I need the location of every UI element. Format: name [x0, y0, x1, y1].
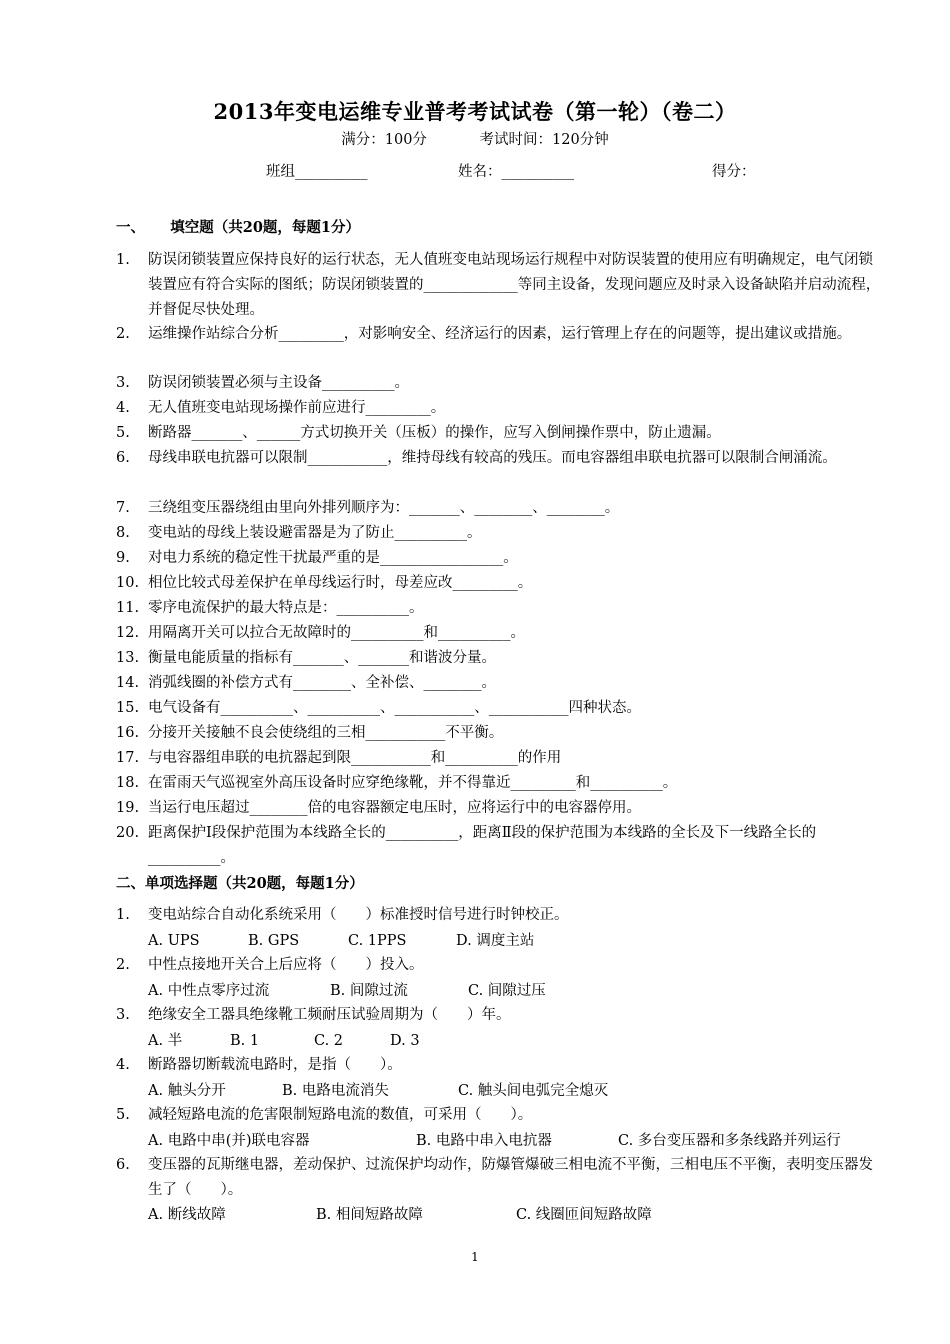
option: B. 相间短路故障: [316, 1207, 423, 1223]
question: 16. 分接开关接触不良会使绕组的三相___________不平衡。: [116, 725, 504, 741]
answer-options: [148, 1203, 652, 1224]
question: 8. 变电站的母线上装设避雷器是为了防止__________。: [116, 525, 482, 541]
option: D. 3: [390, 1033, 420, 1049]
score-field: 得分：: [712, 164, 756, 180]
exam-meta: [0, 128, 950, 149]
option: A. 断线故障: [148, 1207, 226, 1223]
full-score: 满分：100分: [341, 132, 427, 148]
question: 13. 衡量电能质量的指标有_______、_______和谐波分量。: [116, 650, 496, 666]
question: 6. 母线串联电抗器可以限制___________，维持母线有较高的残压。而电容器组串联电抗器可以限制合闸涌流。: [116, 450, 837, 466]
question: 6. 变压器的瓦斯继电器，差动保护、过流保护均动作，防爆管爆破三相电流不平衡，三相电压不平衡，表明变压器发生了（ ）。: [116, 1157, 873, 1198]
option: C. 触头间电弧完全熄灭: [458, 1083, 609, 1099]
question: 7. 三绕组变压器绕组由里向外排列顺序为：_______、________、________。: [116, 500, 620, 516]
option: A. 半: [148, 1033, 183, 1049]
option: A. 触头分开: [148, 1083, 226, 1099]
answer-options: [148, 1129, 841, 1150]
question: 15. 电气设备有__________、__________、___________、___________四种状态。: [116, 700, 641, 716]
question: 9. 对电力系统的稳定性干扰最严重的是_________________。: [116, 550, 518, 566]
question: 14. 消弧线圈的补偿方式有________、全补偿、________。: [116, 675, 496, 691]
option: D. 调度主站: [456, 933, 535, 949]
question: 11. 零序电流保护的最大特点是：__________。: [116, 600, 424, 616]
option: B. GPS: [248, 933, 300, 949]
option: B. 电路电流消失: [282, 1083, 389, 1099]
question: 2. 中性点接地开关合上后应将（ ）投入。: [116, 957, 424, 973]
question: 19. 当运行电压超过________倍的电容器额定电压时，应将运行中的电容器停用。: [116, 800, 641, 816]
option: C. 多台变压器和多条线路并列运行: [618, 1133, 841, 1149]
question: 18. 在雷雨天气巡视室外高压设备时应穿绝缘靴，并不得靠近_________和__________。: [116, 775, 678, 791]
question: 3. 防误闭锁装置必须与主设备__________。: [116, 375, 409, 391]
question: 10. 相位比较式母差保护在单母线运行时，母差应改_________。: [116, 575, 533, 591]
option: A. 电路中串(并)联电容器: [148, 1133, 310, 1149]
answer-options: [148, 1079, 608, 1100]
question: 17. 与电容器组串联的电抗器起到限___________和__________的作用: [116, 750, 562, 766]
question: 3. 绝缘安全工器具绝缘靴工频耐压试验周期为（ ）年。: [116, 1007, 511, 1023]
question: 5. 减轻短路电流的危害限制短路电流的数值，可采用（ ）。: [116, 1107, 533, 1123]
answer-options: [148, 1029, 420, 1050]
question: 1. 变电站综合自动化系统采用（ ）标准授时信号进行时钟校正。: [116, 907, 569, 923]
option: B. 1: [230, 1033, 260, 1049]
question: 4. 断路器切断载流电路时，是指（ ）。: [116, 1057, 402, 1073]
section-heading-fill-blank: 一、 填空题（共20题，每题1分）: [116, 219, 361, 236]
question: 1. 防误闭锁装置应保持良好的运行状态，无人值班变电站现场运行规程中对防误装置的使用应有明确规定，电气闭锁装置应有符合实际的图纸；防误闭锁装置的_____________等同主设备，发现问题应及时录入设备缺陷并启动流程，并督促尽快处理。: [116, 252, 881, 318]
page-title: 2013年变电运维专业普考考试试卷（第一轮）（卷二）: [213, 99, 737, 124]
option: B. 电路中串入电抗器: [416, 1133, 552, 1149]
option: C. 1PPS: [348, 933, 407, 949]
section-heading-single-choice: 二、单项选择题（共20题，每题1分）: [116, 875, 364, 892]
question: 4. 无人值班变电站现场操作前应进行_________。: [116, 400, 446, 416]
option: C. 间隙过压: [468, 983, 546, 999]
name-field: 姓名：__________: [458, 164, 574, 180]
question: 5. 断路器_______、______方式切换开关（压板）的操作，应写入倒闸操作票中，防止遗漏。: [116, 425, 721, 441]
exam-time: 考试时间：120分钟: [479, 132, 609, 148]
class-field: 班组__________: [266, 164, 368, 180]
option: A. UPS: [148, 933, 200, 949]
question: 12. 用隔离开关可以拉合无故障时的__________和__________。: [116, 625, 525, 641]
option: C. 2: [314, 1033, 344, 1049]
answer-options: [148, 929, 534, 950]
answer-options: [148, 979, 546, 1000]
question: 20. 距离保护Ⅰ段保护范围为本线路全长的__________，距离Ⅱ段的保护范围为本线路的全长及下一线路全长的__________。: [116, 825, 817, 866]
option: A. 中性点零序过流: [148, 983, 270, 999]
page-number: 1: [471, 1250, 479, 1264]
option: B. 间隙过流: [330, 983, 408, 999]
question: 2. 运维操作站综合分析_________，对影响安全、经济运行的因素，运行管理上存在的问题等，提出建议或措施。: [116, 326, 852, 342]
option: C. 线圈匝间短路故障: [516, 1207, 652, 1223]
